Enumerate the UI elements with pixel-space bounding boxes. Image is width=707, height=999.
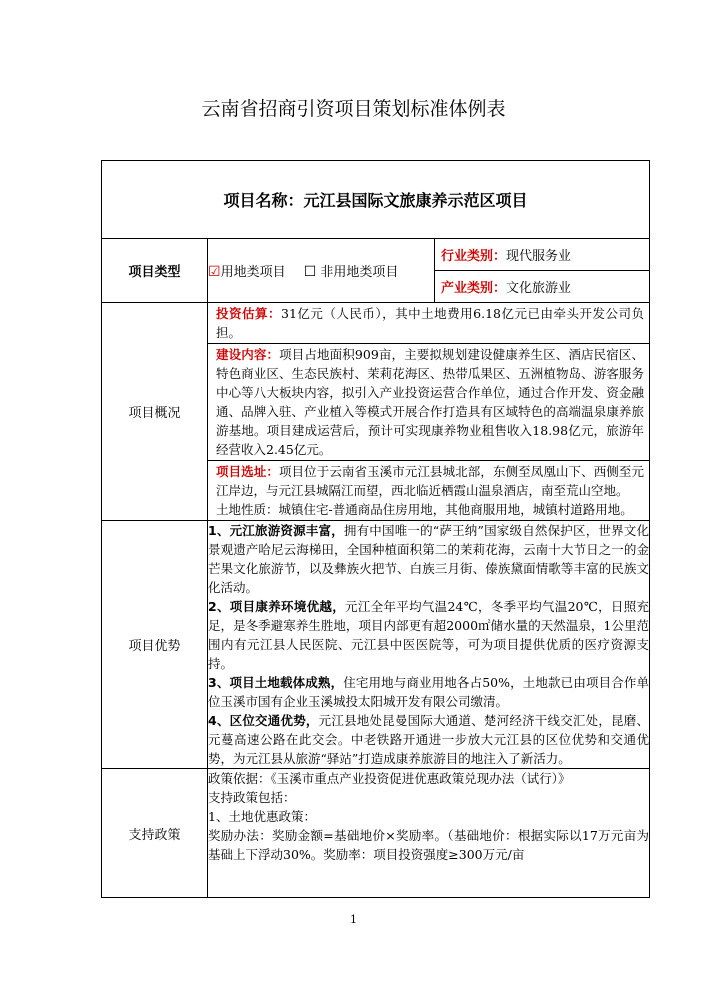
project-table	[101, 160, 650, 898]
overview-cell	[208, 303, 650, 521]
land-type-cell	[208, 239, 435, 303]
construction-content: 建设内容：项目占地面积909亩，主要拟规划建设健康养生区、酒店民宿区、特色商业区、生态民族村、茉莉花海区、热带瓜果区、五洲植物岛、游客服务中心等八大板块内容，拟引入产业投资运营合作单位，通过合作开发、资金融通、品牌入驻、产业植入等模式开展合作打造具有区域特色的高端温泉康养旅游基地。项目建成运营后，预计可实现康养物业租售收入18.98亿元，旅游年经营收入2.45亿元。	[208, 344, 649, 461]
advantage-item: 2、项目康养环境优越，元江全年平均气温24℃，冬季平均气温20℃，日照充足，是冬季避寒养生胜地，项目内部更有超2000㎡储水量的天然温泉，1公里范围内有元江县人民医院、元江县中医医院等，可为项目提供优质的医疗资源支持。	[208, 599, 650, 671]
land-nature: 土地性质：城镇住宅-普通商品住房用地，其他商服用地，城镇村道路用地。	[216, 502, 633, 517]
policy-line: 政策依据：《玉溪市重点产业投资促进优惠政策兑现办法（试行）》	[208, 771, 571, 786]
investment-estimate: 投资估算：31亿元（人民币），其中土地费用6.18亿元已由牵头开发公司负担。	[208, 303, 649, 344]
project-site: 项目选址：项目位于云南省玉溪市元江县城北部，东侧至凤凰山下、西侧至元江岸边，与元江县城隔江而望，西北临近栖霞山温泉酒店，南至荒山空地。 土地性质：城镇住宅-普通商品住房用地，其他商服用地，城镇村道路用地。	[216, 464, 644, 517]
project-name-value: 元江县国际文旅康养示范区项目	[303, 191, 528, 210]
option-non-land-use: 非用地类项目	[320, 265, 399, 280]
checked-box-icon[interactable]: ☑	[208, 264, 221, 280]
advantage-item: 1、元江旅游资源丰富，拥有中国唯一的“萨王纳”国家级自然保护区，世界文化景观遗产哈尼云海梯田，全国种植面积第二的茉莉花海，云南十大节日之一的金芒果文化旅游节，以及彝族火把节、白族三月街、傣族黛面情歌等丰富的民族文化活动。	[208, 523, 650, 595]
overview-label: 项目概况	[102, 303, 208, 521]
policy-label: 支持政策	[102, 769, 208, 898]
document-title: 云南省招商引资项目策划标准体例表	[201, 98, 506, 120]
sub-industry-category: 产业类别： 文化旅游业	[441, 281, 572, 296]
policy-line: 奖励办法：奖励金额=基础地价×奖励率。（基础地价：根据实际以17万元亩为基础上下浮动30%。奖励率：项目投资强度≥300万元/亩	[208, 828, 650, 862]
project-name-label: 项目名称：	[223, 191, 304, 210]
page-number: 1	[350, 913, 357, 926]
policy-line: 支持政策包括：	[208, 790, 296, 805]
advantage-item: 3、项目土地载体成熟，住宅用地与商业用地各占50%，土地款已由项目合作单位玉溪市国有企业玉溪城投太阳城开发有限公司缴清。	[208, 675, 649, 709]
policy-cell	[208, 769, 650, 898]
industry-cell	[435, 239, 650, 303]
project-name-cell	[102, 161, 650, 239]
advantages-label: 项目优势	[102, 521, 208, 769]
policy-line: 1、土地优惠政策：	[208, 809, 316, 824]
advantages-cell	[208, 521, 650, 769]
option-land-use: 用地类项目	[220, 265, 286, 280]
unchecked-box-icon[interactable]: ☐	[303, 264, 317, 280]
advantage-item: 4、区位交通优势，元江县地处昆曼国际大通道、楚河经济干线交汇处，昆磨、元蔓高速公路在此交会。中老铁路开通进一步放大元江县的区位优势和交通优势，为元江县从旅游“驿站”打造成康养旅游目的地注入了新活力。	[208, 713, 650, 766]
project-type-label: 项目类型	[102, 239, 208, 303]
industry-category: 行业类别： 现代服务业	[435, 239, 649, 271]
